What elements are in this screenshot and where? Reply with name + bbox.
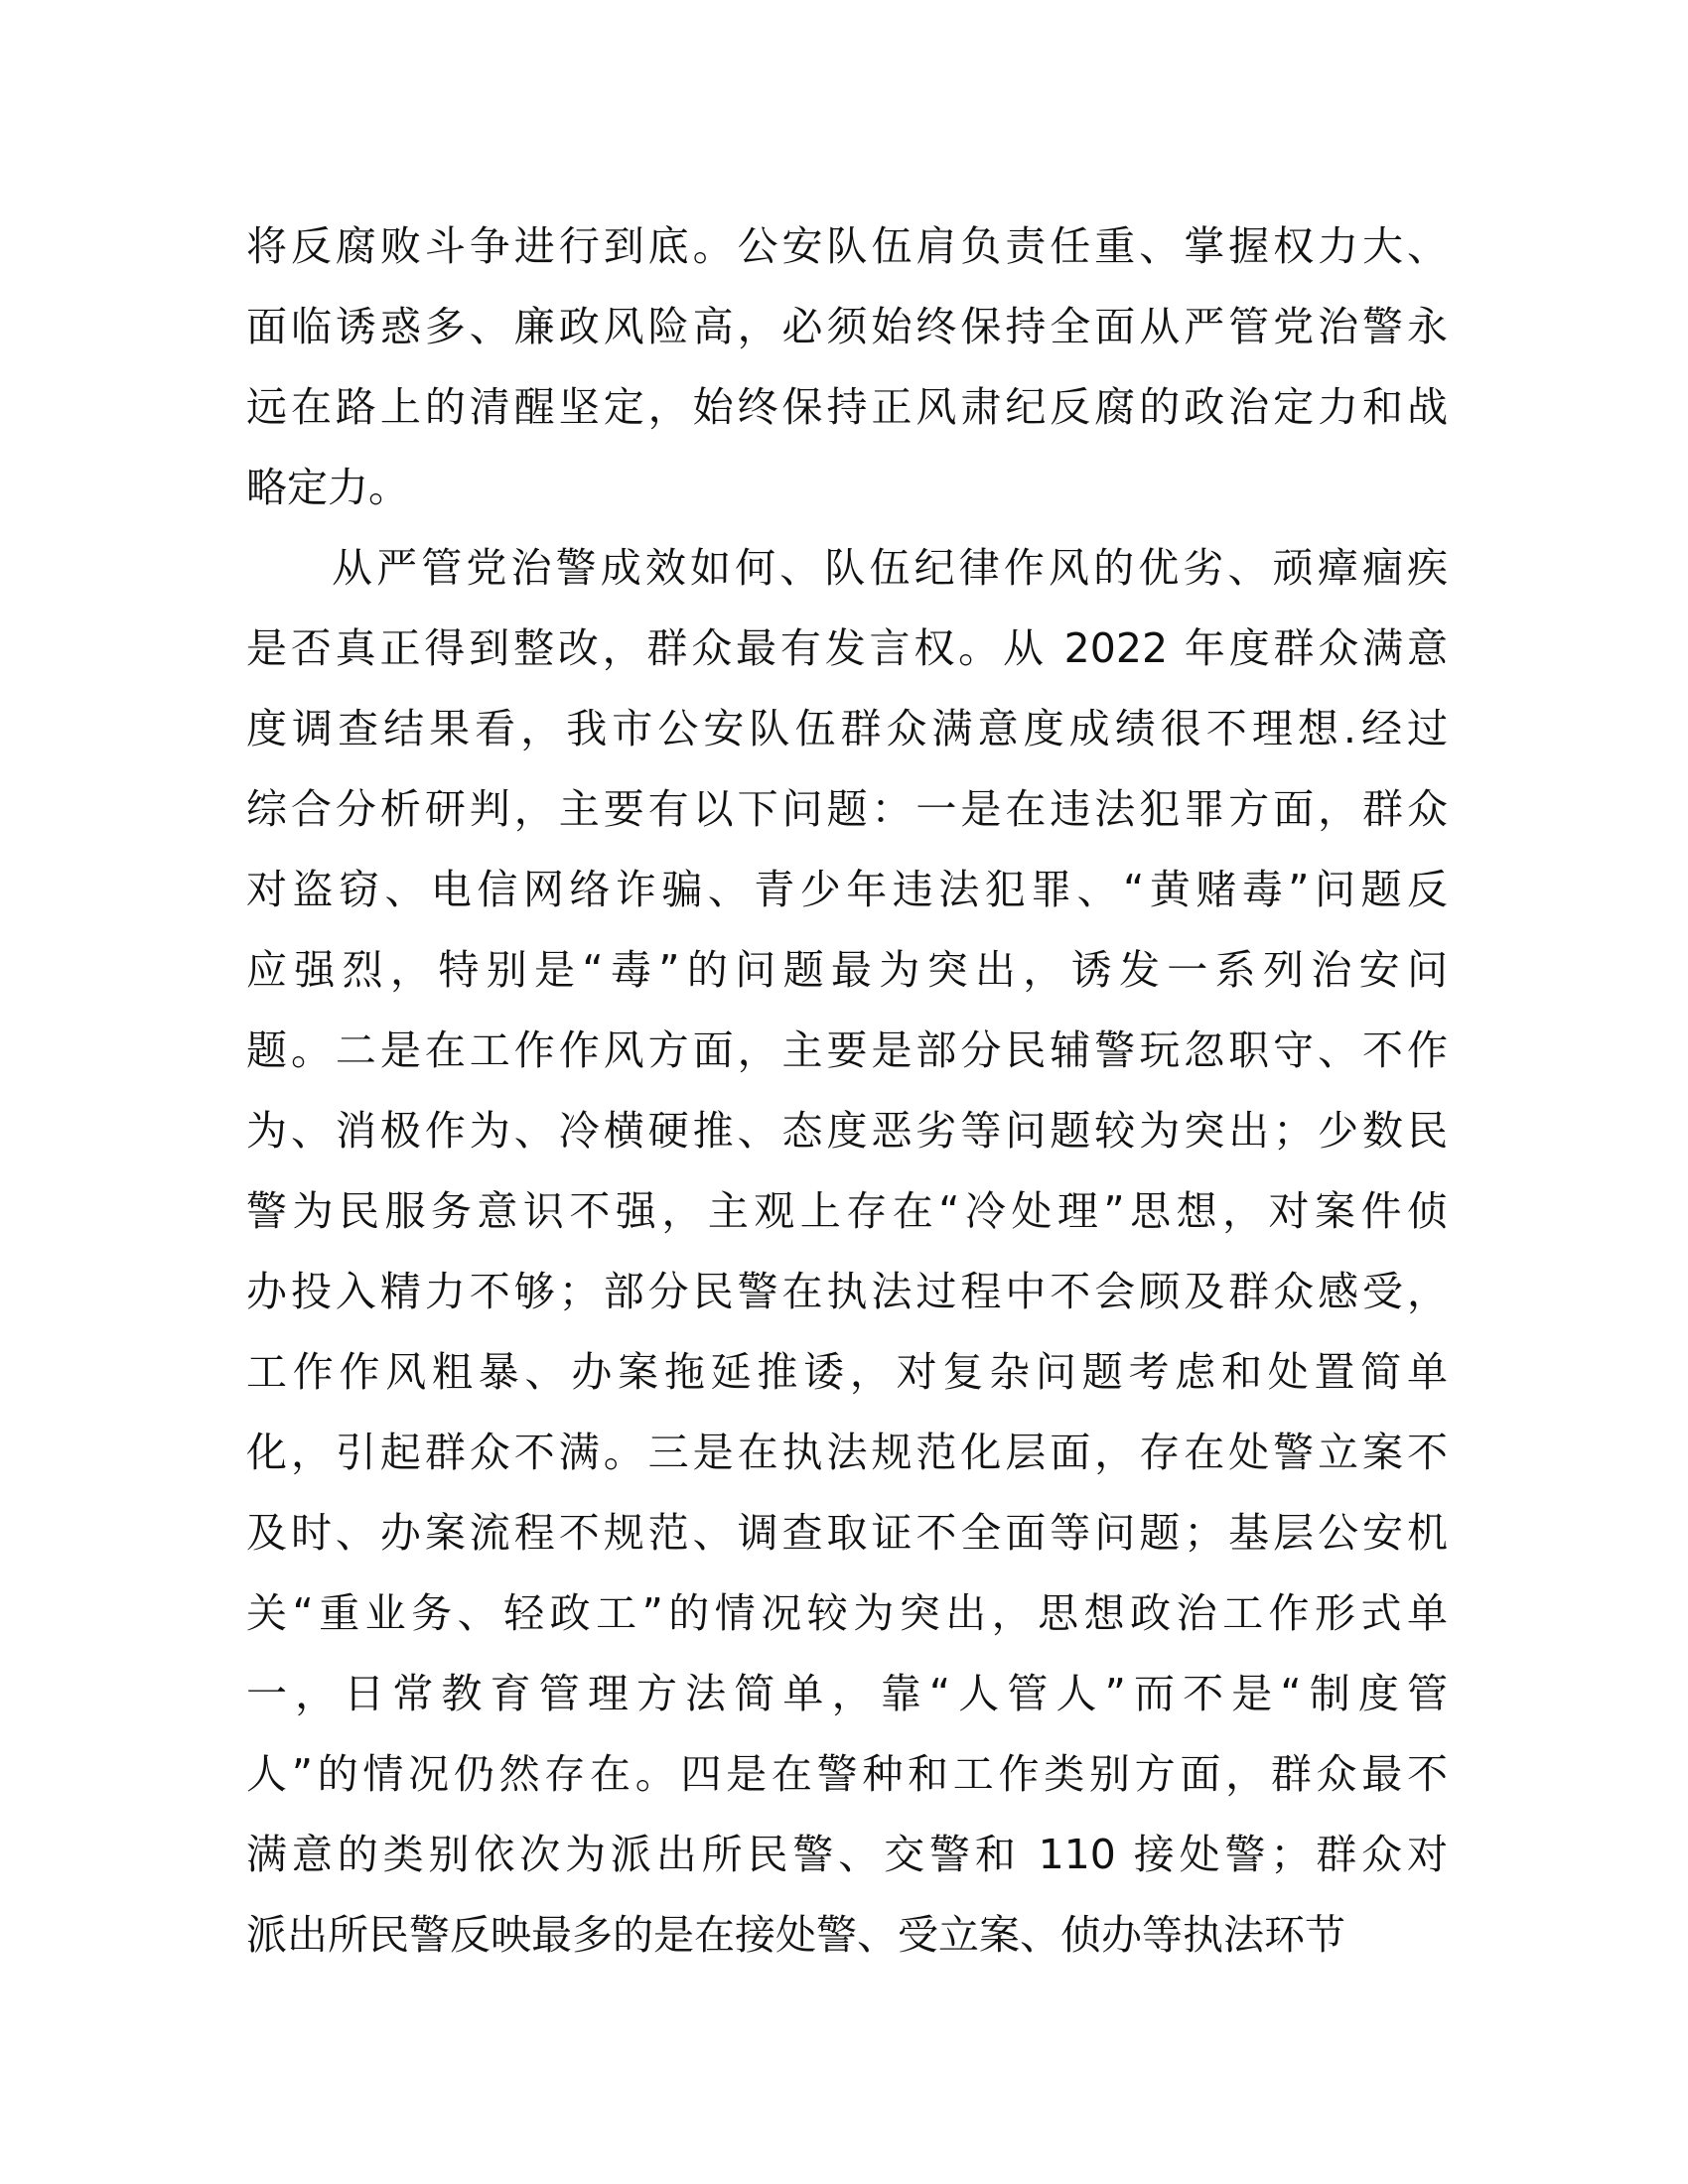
text-line: 人”的情况仍然存在。四是在警种和工作类别方面，群众最不 <box>246 1750 1448 1798</box>
text-line: 办投入精力不够；部分民警在执法过程中不会顾及群众感受， <box>246 1268 1448 1315</box>
text-line: 略定力。 <box>246 464 409 511</box>
text-line: 一，日常教育管理方法简单，靠“人管人”而不是“制度管 <box>246 1670 1448 1717</box>
text-line: 是否真正得到整改，群众最有发言权。从 2022 年度群众满意 <box>246 624 1448 672</box>
body-text <box>246 206 1448 1976</box>
text-line: 面临诱惑多、廉政风险高，必须始终保持全面从严管党治警永 <box>246 303 1448 350</box>
text-line: 从严管党治警成效如何、队伍纪律作风的优劣、顽瘴痼疾 <box>332 544 1448 592</box>
text-line: 度调查结果看，我市公安队伍群众满意度成绩很不理想.经过 <box>246 705 1448 752</box>
paragraph-2 <box>246 528 1448 1976</box>
text-line: 化，引起群众不满。三是在执法规范化层面，存在处警立案不 <box>246 1429 1448 1476</box>
text-line: 应强烈，特别是“毒”的问题最为突出，诱发一系列治安问 <box>246 946 1448 994</box>
text-line: 关“重业务、轻政工”的情况较为突出，思想政治工作形式单 <box>246 1589 1448 1637</box>
text-line: 题。二是在工作作风方面，主要是部分民辅警玩忽职守、不作 <box>246 1026 1448 1074</box>
text-line: 对盗窃、电信网络诈骗、青少年违法犯罪、“黄赌毒”问题反 <box>246 866 1448 913</box>
text-line: 及时、办案流程不规范、调查取证不全面等问题；基层公安机 <box>246 1509 1448 1557</box>
text-line: 远在路上的清醒坚定，始终保持正风肃纪反腐的政治定力和战 <box>246 383 1448 431</box>
text-line: 将反腐败斗争进行到底。公安队伍肩负责任重、掌握权力大、 <box>246 222 1448 270</box>
text-line: 警为民服务意识不强，主观上存在“冷处理”思想，对案件侦 <box>246 1187 1448 1235</box>
text-line: 为、消极作为、冷横硬推、态度恶劣等问题较为突出；少数民 <box>246 1107 1448 1155</box>
text-line: 派出所民警反映最多的是在接处警、受立案、侦办等执法环节 <box>246 1911 1345 1959</box>
paragraph-1 <box>246 206 1448 528</box>
text-line: 工作作风粗暴、办案拖延推诿，对复杂问题考虑和处置简单 <box>246 1348 1448 1396</box>
text-line: 综合分析研判，主要有以下问题：一是在违法犯罪方面，群众 <box>246 785 1448 833</box>
text-line: 满意的类别依次为派出所民警、交警和 110 接处警；群众对 <box>246 1831 1448 1878</box>
